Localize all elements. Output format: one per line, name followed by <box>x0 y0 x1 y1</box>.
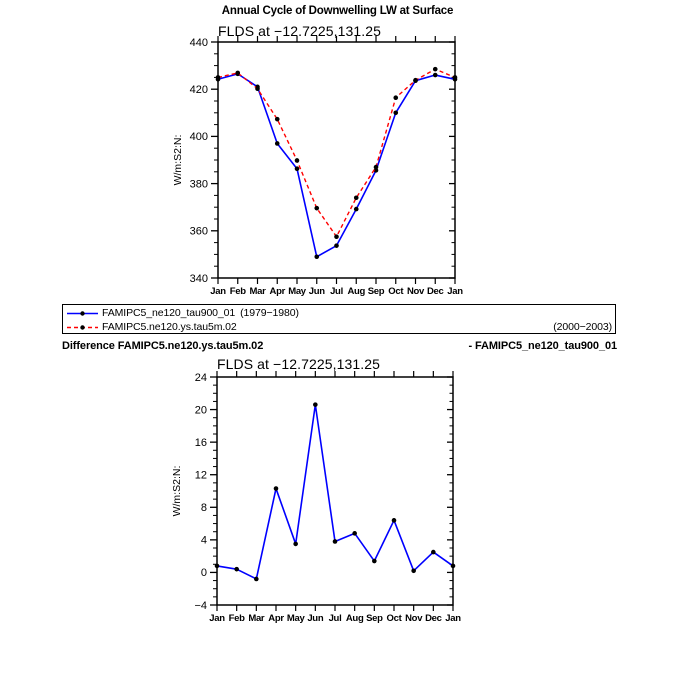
legend-series2-period: (2000−2003) <box>553 321 612 333</box>
svg-text:Dec: Dec <box>425 613 442 624</box>
series-markers-0 <box>216 72 458 260</box>
month-labels <box>209 613 461 624</box>
svg-text:Oct: Oct <box>388 286 404 297</box>
svg-text:Sep: Sep <box>366 613 383 624</box>
svg-text:12: 12 <box>194 469 207 482</box>
svg-text:Jan: Jan <box>447 286 463 297</box>
month-labels <box>210 286 463 297</box>
svg-text:24: 24 <box>194 371 207 384</box>
svg-text:W/m:S2:N:: W/m:S2:N: <box>172 134 184 186</box>
legend-series1-period: (1979−1980) <box>240 307 299 319</box>
top-chart-subtitle: FLDS at −12.7225,131.25 <box>218 23 382 39</box>
svg-text:May: May <box>286 613 305 624</box>
legend-row-1 <box>63 306 615 320</box>
bottom-chart-plot <box>0 355 675 645</box>
svg-text:Apr: Apr <box>268 613 284 624</box>
svg-text:340: 340 <box>189 272 208 285</box>
svg-text:May: May <box>288 286 306 297</box>
svg-text:Oct: Oct <box>386 613 402 624</box>
svg-text:Mar: Mar <box>248 613 265 624</box>
y-axis-label <box>171 466 183 517</box>
svg-text:Jan: Jan <box>209 613 225 624</box>
svg-text:Apr: Apr <box>269 286 285 297</box>
svg-text:16: 16 <box>194 436 207 449</box>
svg-text:Sep: Sep <box>367 286 385 297</box>
legend-series1-label: FAMIPC5_ne120_tau900_01 <box>102 307 236 319</box>
legend-box <box>62 304 616 334</box>
svg-text:400: 400 <box>189 131 208 144</box>
top-chart-plot <box>0 0 675 300</box>
svg-text:360: 360 <box>189 225 208 238</box>
svg-text:Aug: Aug <box>347 286 366 297</box>
y-axis-label <box>172 135 184 186</box>
svg-text:440: 440 <box>189 36 208 49</box>
y-tick-labels <box>194 372 207 612</box>
top-chart-title: Annual Cycle of Downwelling LW at Surface <box>221 5 454 17</box>
svg-text:Feb: Feb <box>229 286 246 297</box>
svg-text:420: 420 <box>189 84 208 96</box>
difference-header <box>62 340 617 352</box>
series-line-0 <box>217 405 453 579</box>
axes <box>210 371 453 611</box>
series2-line-sample-icon <box>66 322 99 333</box>
difference-header-left: Difference FAMIPC5.ne120.ys.tau5m.02 <box>62 340 264 352</box>
svg-text:Jan: Jan <box>210 286 226 297</box>
svg-text:Jun: Jun <box>307 613 324 624</box>
legend-series2-label: FAMIPC5.ne120.ys.tau5m.02 <box>102 321 237 333</box>
series1-line-sample-icon <box>66 308 99 319</box>
svg-text:Mar: Mar <box>249 286 266 297</box>
series-markers-0 <box>215 402 456 581</box>
svg-text:Dec: Dec <box>426 286 444 297</box>
svg-text:Feb: Feb <box>228 613 245 624</box>
svg-text:−4: −4 <box>194 599 207 612</box>
svg-text:Jun: Jun <box>308 286 325 297</box>
svg-text:Jan: Jan <box>445 613 461 624</box>
svg-text:8: 8 <box>200 502 207 515</box>
svg-text:Jul: Jul <box>328 613 342 624</box>
svg-text:W/m:S2:N:: W/m:S2:N: <box>171 465 183 517</box>
svg-text:380: 380 <box>189 178 208 191</box>
svg-text:20: 20 <box>194 404 207 417</box>
series-markers-1 <box>216 67 458 239</box>
svg-text:Jul: Jul <box>330 286 343 297</box>
series-line-0 <box>218 74 455 257</box>
svg-text:Nov: Nov <box>406 286 425 297</box>
svg-text:4: 4 <box>200 534 207 547</box>
svg-text:Aug: Aug <box>345 613 364 624</box>
difference-header-right: - FAMIPC5_ne120_tau900_01 <box>468 340 617 352</box>
legend-row-2 <box>63 320 615 334</box>
y-tick-labels <box>190 37 208 285</box>
svg-text:0: 0 <box>200 567 207 580</box>
bottom-chart-subtitle: FLDS at −12.7225,131.25 <box>217 356 381 372</box>
series-line-1 <box>218 69 455 237</box>
svg-text:Nov: Nov <box>405 613 423 624</box>
